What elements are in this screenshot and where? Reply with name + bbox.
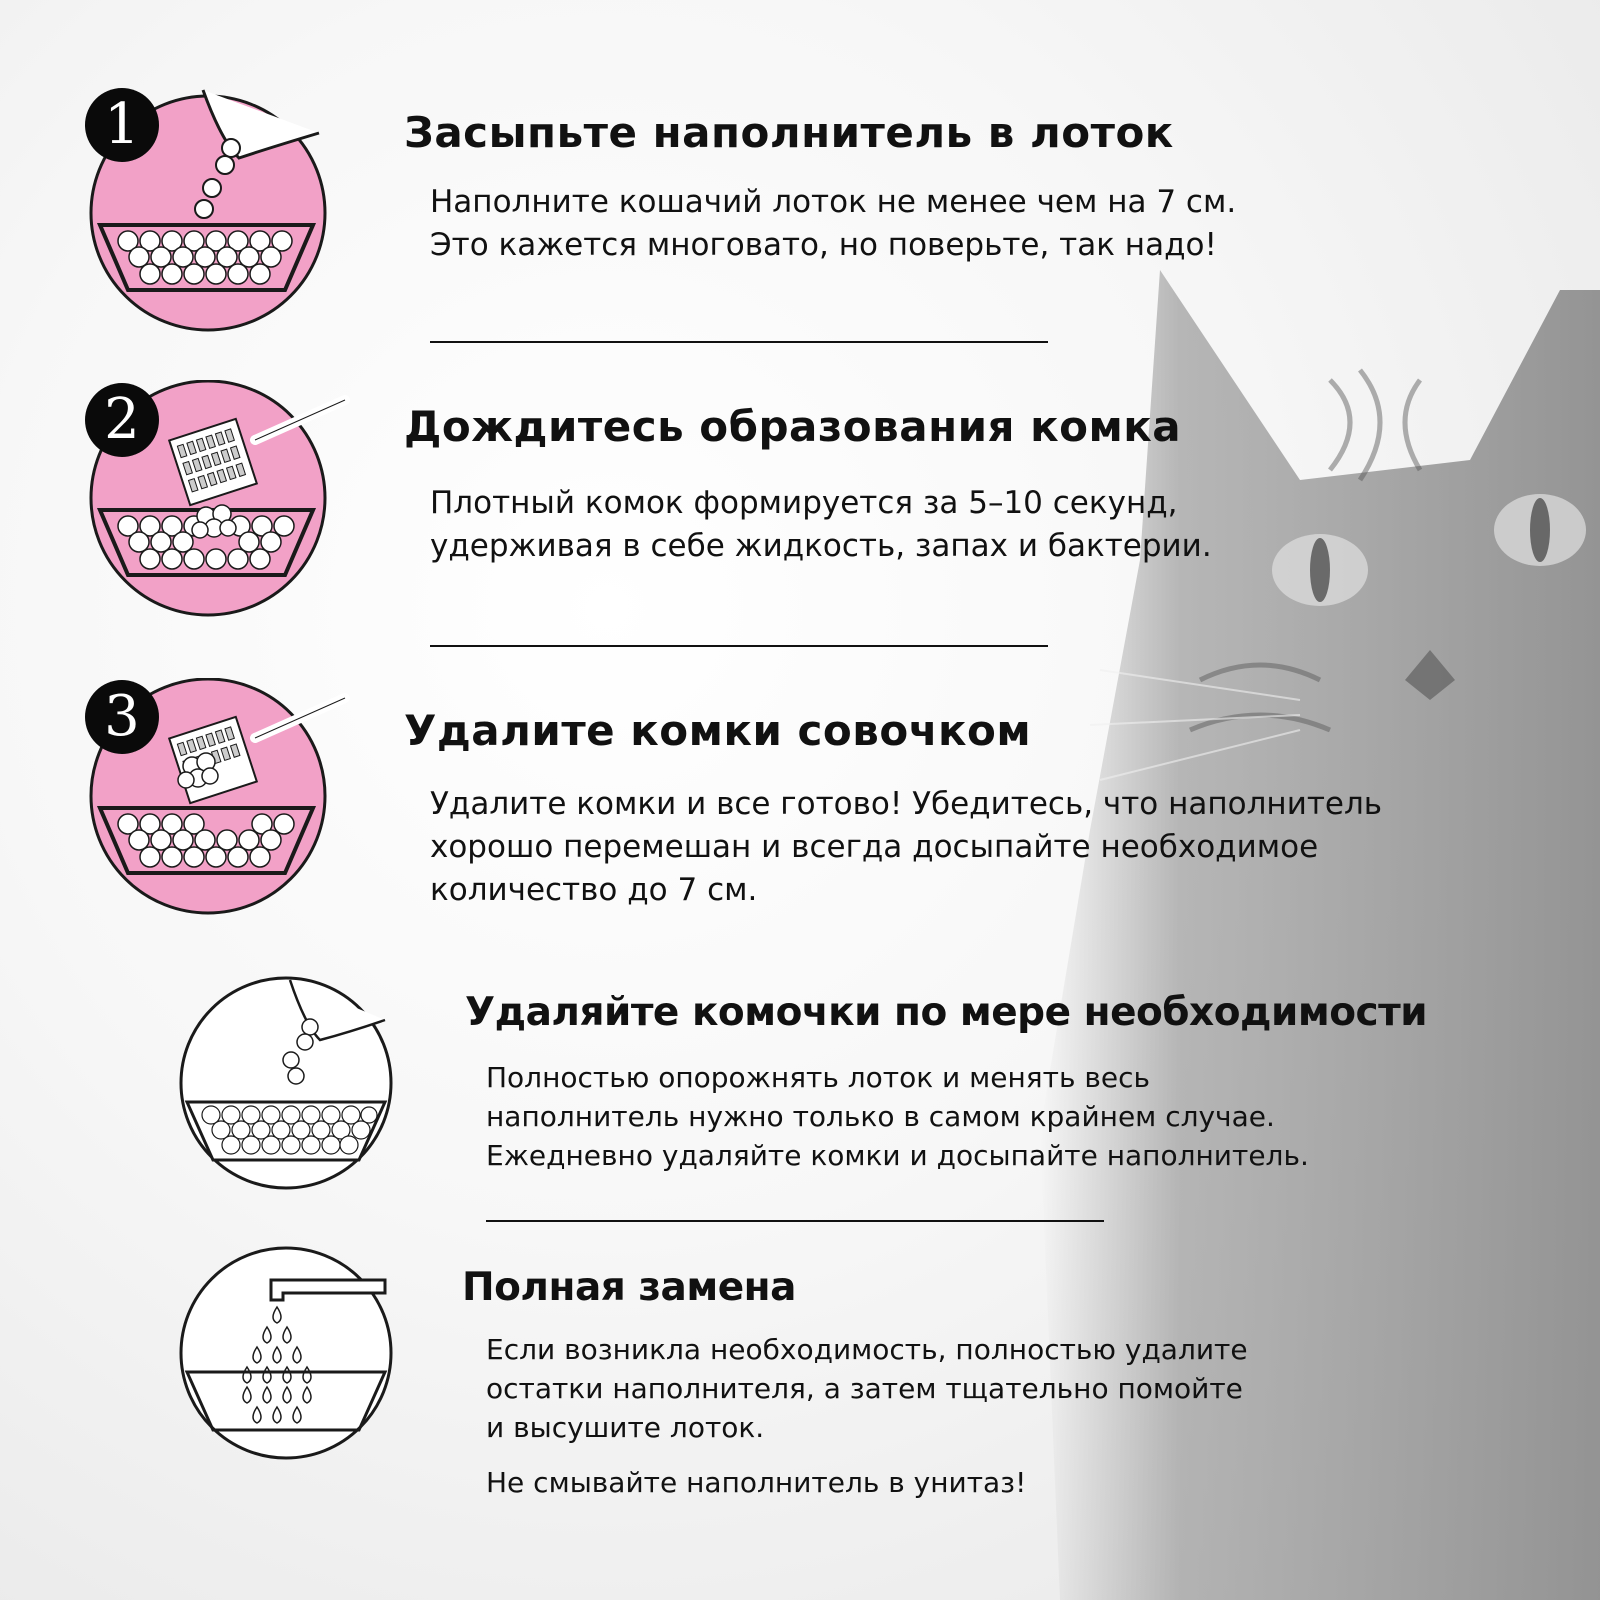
replacement-line: остатки наполнителя, а затем тщательно помойте [486, 1372, 1243, 1405]
step-title: Удалите комки совочком [404, 706, 1032, 755]
step-title: Засыпьте наполнитель в лоток [404, 108, 1174, 157]
replacement-title: Полная замена [462, 1265, 796, 1310]
step-line: хорошо перемешан и всегда досыпайте необходимое [430, 829, 1319, 865]
water-wash-icon [175, 1245, 400, 1465]
divider [430, 645, 1048, 647]
replacement-line: и высушите лоток. [486, 1411, 765, 1444]
step-number-badge: 2 [85, 383, 159, 457]
daily-refill-icon [175, 975, 400, 1195]
maintenance-line: наполнитель нужно только в самом крайнем случае. [486, 1100, 1275, 1133]
step-number-badge: 3 [85, 680, 159, 754]
step-title: Дождитесь образования комка [404, 402, 1182, 451]
step-line: количество до 7 см. [430, 872, 758, 908]
maintenance-line: Полностью опорожнять лоток и менять весь [486, 1061, 1150, 1094]
step-number-badge: 1 [85, 88, 159, 162]
maintenance-line: Ежедневно удаляйте комки и досыпайте наполнитель. [486, 1139, 1309, 1172]
maintenance-title: Удаляйте комочки по мере необходимости [465, 990, 1428, 1035]
step-line: Удалите комки и все готово! Убедитесь, что наполнитель [430, 786, 1383, 822]
step-line: Наполните кошачий лоток не менее чем на 7 см. [430, 184, 1237, 220]
divider [486, 1220, 1104, 1222]
step-line: Плотный комок формируется за 5–10 секунд, [430, 485, 1178, 521]
step-line: удерживая в себе жидкость, запах и бактерии. [430, 528, 1212, 564]
warning-text: Не смывайте наполнитель в унитаз! [486, 1466, 1027, 1499]
divider [430, 341, 1048, 343]
step-line: Это кажется многовато, но поверьте, так надо! [430, 227, 1217, 263]
replacement-line: Если возникла необходимость, полностью удалите [486, 1333, 1248, 1366]
